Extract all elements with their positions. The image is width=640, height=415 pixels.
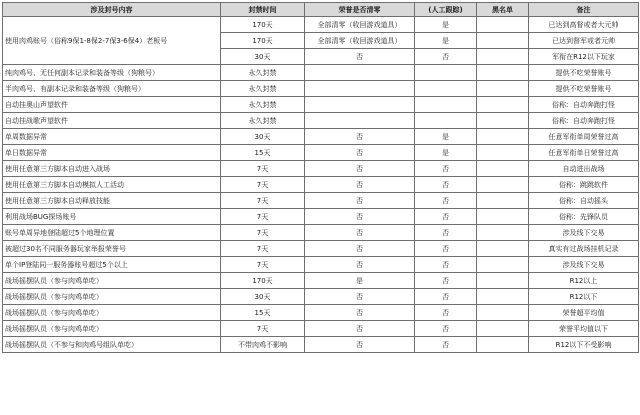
table-cell: 俗称：自动摇头 — [529, 193, 639, 209]
table-cell: 战场摇摆队员（参与肉鸡单吃） — [3, 273, 221, 289]
table-cell: 否 — [415, 225, 477, 241]
table-row — [3, 321, 639, 337]
table-cell: 7天 — [221, 257, 305, 273]
table-row — [3, 225, 639, 241]
table-cell: 否 — [305, 289, 415, 305]
table-cell: 否 — [415, 257, 477, 273]
column-header: 封禁时间 — [221, 3, 305, 17]
table-cell: 已达到督军或者元帅 — [529, 33, 639, 49]
column-header: 备注 — [529, 3, 639, 17]
table-body — [3, 17, 639, 353]
table-row — [3, 241, 639, 257]
table-cell: 战场摇摆队员（不参与和肉鸡号组队单吃） — [3, 337, 221, 353]
table-cell: 被超过30名不同服务器玩家举报荣誉号 — [3, 241, 221, 257]
table-cell — [477, 209, 529, 225]
table-cell: 否 — [305, 241, 415, 257]
table-cell: 否 — [415, 321, 477, 337]
column-header: 涉及封号内容 — [3, 3, 221, 17]
table-cell — [477, 113, 529, 129]
table-cell: 涉及线下交易 — [529, 257, 639, 273]
table-cell: 否 — [415, 337, 477, 353]
table-cell — [477, 49, 529, 65]
table-cell: 15天 — [221, 305, 305, 321]
table-cell: 否 — [415, 177, 477, 193]
table-cell — [477, 17, 529, 33]
table-row — [3, 161, 639, 177]
table-cell: 是 — [415, 17, 477, 33]
table-cell: 否 — [305, 209, 415, 225]
table-cell: 否 — [305, 193, 415, 209]
table-cell: 真实有过战场挂机记录 — [529, 241, 639, 257]
table-cell: 荣誉平均值以下 — [529, 321, 639, 337]
table-cell — [477, 225, 529, 241]
table-cell: 战场摇摆队员（参与肉鸡单吃） — [3, 289, 221, 305]
table-cell: 否 — [305, 257, 415, 273]
table-cell: 170天 — [221, 17, 305, 33]
table-cell — [477, 129, 529, 145]
column-header: 黑名单 — [477, 3, 529, 17]
table-cell — [477, 81, 529, 97]
table-cell — [477, 305, 529, 321]
table-cell — [477, 321, 529, 337]
table-cell: 7天 — [221, 193, 305, 209]
table-cell: 俗称：自动奔跑打怪 — [529, 113, 639, 129]
table-cell — [415, 81, 477, 97]
table-cell: 使用任意第三方脚本自动模拟人工活动 — [3, 177, 221, 193]
table-cell: 俗称：先锋队员 — [529, 209, 639, 225]
table-cell: 自动挂战歌声望软件 — [3, 113, 221, 129]
table-cell — [415, 97, 477, 113]
table-cell: 提供不吃荣誉账号 — [529, 81, 639, 97]
table-cell — [305, 97, 415, 113]
table-cell: 7天 — [221, 241, 305, 257]
table-row — [3, 177, 639, 193]
table-cell — [477, 337, 529, 353]
table-cell — [477, 33, 529, 49]
table-row — [3, 17, 639, 33]
table-cell — [477, 241, 529, 257]
table-cell: R12以下 — [529, 289, 639, 305]
table-cell: 否 — [305, 177, 415, 193]
table-row — [3, 145, 639, 161]
table-cell — [477, 161, 529, 177]
column-header: (人工跟踪) — [415, 3, 477, 17]
table-row — [3, 289, 639, 305]
table-cell: 否 — [305, 49, 415, 65]
table-cell: 俗称：跳跳软件 — [529, 177, 639, 193]
table-cell: 荣誉超平均值 — [529, 305, 639, 321]
table-cell: 使用肉鸡账号（俗称9保1-8保2-7保3-6保4）老板号 — [3, 17, 221, 65]
table-cell: 单周数据异常 — [3, 129, 221, 145]
column-header: 荣誉是否清零 — [305, 3, 415, 17]
table-cell: 账号单周异地登陆超过5个地理位置 — [3, 225, 221, 241]
table-cell: 永久封禁 — [221, 97, 305, 113]
table-cell: 170天 — [221, 273, 305, 289]
table-cell: 7天 — [221, 225, 305, 241]
table-cell: 全部清零（收回游戏道具） — [305, 17, 415, 33]
table-cell: 已达到高督或者大元帅 — [529, 17, 639, 33]
table-cell: 否 — [305, 305, 415, 321]
table-cell — [477, 145, 529, 161]
table-row — [3, 273, 639, 289]
table-cell: 涉及线下交易 — [529, 225, 639, 241]
table-cell: 7天 — [221, 161, 305, 177]
table-cell: 使用任意第三方脚本自动进入战场 — [3, 161, 221, 177]
table-cell: R12以下不受影响 — [529, 337, 639, 353]
table-cell: 是 — [415, 129, 477, 145]
table-row — [3, 193, 639, 209]
table-cell: R12以上 — [529, 273, 639, 289]
table-cell: 否 — [415, 241, 477, 257]
table-cell: 任意军衔单日荣誉过高 — [529, 145, 639, 161]
table-cell: 否 — [305, 321, 415, 337]
table-row — [3, 65, 639, 81]
table-cell: 否 — [415, 193, 477, 209]
table-cell: 否 — [415, 305, 477, 321]
table-cell — [477, 273, 529, 289]
table-cell: 否 — [305, 129, 415, 145]
table-cell: 否 — [415, 273, 477, 289]
table-cell: 不带肉鸡不影响 — [221, 337, 305, 353]
table-cell: 否 — [415, 161, 477, 177]
table-cell: 自动挂奥山声望软件 — [3, 97, 221, 113]
table-cell: 否 — [415, 289, 477, 305]
table-row — [3, 257, 639, 273]
table-cell: 30天 — [221, 289, 305, 305]
table-cell: 单日数据异常 — [3, 145, 221, 161]
table-cell — [305, 81, 415, 97]
table-cell: 半肉鸡号、有副本记录和装备等级（狗粮号） — [3, 81, 221, 97]
table-cell: 军衔在R12以下玩家 — [529, 49, 639, 65]
table-row — [3, 129, 639, 145]
table-cell — [477, 193, 529, 209]
table-cell: 否 — [305, 145, 415, 161]
table-cell: 是 — [415, 145, 477, 161]
table-cell: 30天 — [221, 49, 305, 65]
table-cell: 战场摇摆队员（参与肉鸡单吃） — [3, 305, 221, 321]
table-cell: 7天 — [221, 209, 305, 225]
table-cell: 全部清零（收回游戏道具） — [305, 33, 415, 49]
table-row — [3, 113, 639, 129]
table-row — [3, 305, 639, 321]
table-cell: 7天 — [221, 321, 305, 337]
table-cell: 俗称：自动奔跑打怪 — [529, 97, 639, 113]
table-cell — [477, 97, 529, 113]
table-header — [3, 3, 639, 17]
table-cell: 利用战场BUG探场账号 — [3, 209, 221, 225]
table-cell: 自动进出战场 — [529, 161, 639, 177]
table-cell: 永久封禁 — [221, 113, 305, 129]
table-cell: 否 — [415, 49, 477, 65]
table-cell: 永久封禁 — [221, 65, 305, 81]
table-row — [3, 337, 639, 353]
table-cell — [415, 113, 477, 129]
header-row — [3, 3, 639, 17]
table-cell: 纯肉鸡号、无任何副本记录和装备等级（狗粮号） — [3, 65, 221, 81]
table-cell: 否 — [305, 161, 415, 177]
table-cell — [415, 65, 477, 81]
table-cell: 否 — [415, 209, 477, 225]
table-cell: 170天 — [221, 33, 305, 49]
table-row — [3, 97, 639, 113]
ban-rules-table — [2, 2, 639, 353]
table-cell — [477, 177, 529, 193]
table-cell: 否 — [305, 225, 415, 241]
table-cell: 使用任意第三方脚本自动释放技能 — [3, 193, 221, 209]
table-cell: 战场摇摆队员（参与肉鸡单吃） — [3, 321, 221, 337]
table-cell: 7天 — [221, 177, 305, 193]
table-cell: 提供不吃荣誉账号 — [529, 65, 639, 81]
table-cell: 30天 — [221, 129, 305, 145]
table-cell — [305, 65, 415, 81]
table-cell: 任意军衔单周荣誉过高 — [529, 129, 639, 145]
table-cell: 是 — [415, 33, 477, 49]
table-row — [3, 209, 639, 225]
table-cell: 单个IP登陆同一服务器账号超过5个以上 — [3, 257, 221, 273]
table-cell: 15天 — [221, 145, 305, 161]
table-row — [3, 81, 639, 97]
table-cell: 永久封禁 — [221, 81, 305, 97]
table-cell: 否 — [305, 337, 415, 353]
table-cell — [305, 113, 415, 129]
table-cell — [477, 257, 529, 273]
table-cell: 是 — [305, 273, 415, 289]
table-cell — [477, 65, 529, 81]
table-cell — [477, 289, 529, 305]
